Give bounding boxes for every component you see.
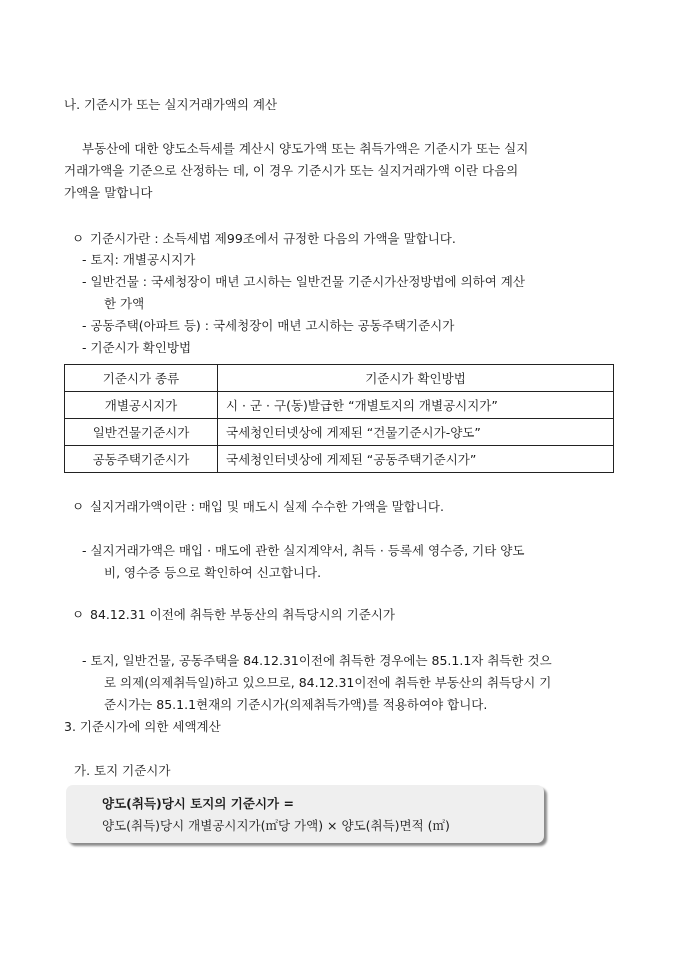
list-item-continuation: 한 가액 [104,296,145,311]
sub-heading: 가. 토지 기준시가 [74,763,171,778]
actual-price-detail: 비, 영수증 등으로 확인하여 신고합니다. [104,565,322,580]
actual-price-definition: 실지거래가액이란 : 매입 및 매도시 실제 수수한 가액을 말합니다. [90,499,444,514]
standard-price-table [64,364,614,473]
pre-1984-detail: - 토지, 일반건물, 공동주택을 84.12.31이전에 취득한 경우에는 85.1.1자 취득한 것으 [82,653,552,668]
list-item: - 공동주택(아파트 등) : 국세청장이 매년 고시하는 공동주택기준시가 [82,318,455,333]
pre-1984-detail: 로 의제(의제취득일)하고 있으므로, 84.12.31이전에 취득한 부동산의 취득당시 기 [104,675,552,690]
formula-box [66,785,544,843]
table-cell: 시 · 군 · 구(동)발급한 “개별토지의 개별공시지가” [218,392,614,419]
actual-price-detail: - 실지거래가액은 매입 · 매도에 관한 실지계약서, 취득 · 등록세 영수증, 기타 양도 [82,543,525,558]
pre-1984-detail: 준시가는 85.1.1현재의 기준시가(의제취득가액)를 적용하여야 합니다. [104,697,488,712]
table-header-cell: 기준시가 종류 [65,365,218,392]
table-cell: 공동주택기준시가 [65,446,218,473]
bullet-circle: ㅇ [72,607,85,622]
table-row [65,446,614,473]
pre-1984-title: 84.12.31 이전에 취득한 부동산의 취득당시의 기준시가 [90,607,395,622]
formula-title: 양도(취득)당시 토지의 기준시가 = [102,796,294,811]
table-header-cell: 기준시가 확인방법 [218,365,614,392]
list-item: - 토지: 개별공시지가 [82,252,196,267]
table-cell: 개별공시지가 [65,392,218,419]
intro-line: 가액을 말합니다 [64,185,153,200]
bullet-circle: ㅇ [72,231,85,246]
table-row [65,419,614,446]
list-item: - 기준시가 확인방법 [82,340,192,355]
section-heading: 나. 기준시가 또는 실지거래가액의 계산 [64,97,278,112]
section-heading: 3. 기준시가에 의한 세액계산 [64,719,221,734]
table-header-row [65,365,614,392]
list-item: - 일반건물 : 국세청장이 매년 고시하는 일반건물 기준시가산정방법에 의하여 계산 [82,274,525,289]
bullet-circle: ㅇ [72,499,85,514]
intro-line: 거래가액을 기준으로 산정하는 데, 이 경우 기준시가 또는 실지거래가액 이란 다음의 [64,163,519,178]
formula-body: 양도(취득)당시 개별공시지가(㎡당 가액) × 양도(취득)면적 (㎡) [102,818,450,833]
intro-line: 부동산에 대한 양도소득세를 계산시 양도가액 또는 취득가액은 기준시가 또는 실지 [82,141,529,156]
table-cell: 국세청인터넷상에 게제된 “건물기준시가-양도” [218,419,614,446]
table-cell: 국세청인터넷상에 게제된 “공동주택기준시가” [218,446,614,473]
table-cell: 일반건물기준시가 [65,419,218,446]
standard-price-definition: 기준시가란 : 소득세법 제99조에서 규정한 다음의 가액을 말합니다. [90,231,456,246]
table-row [65,392,614,419]
